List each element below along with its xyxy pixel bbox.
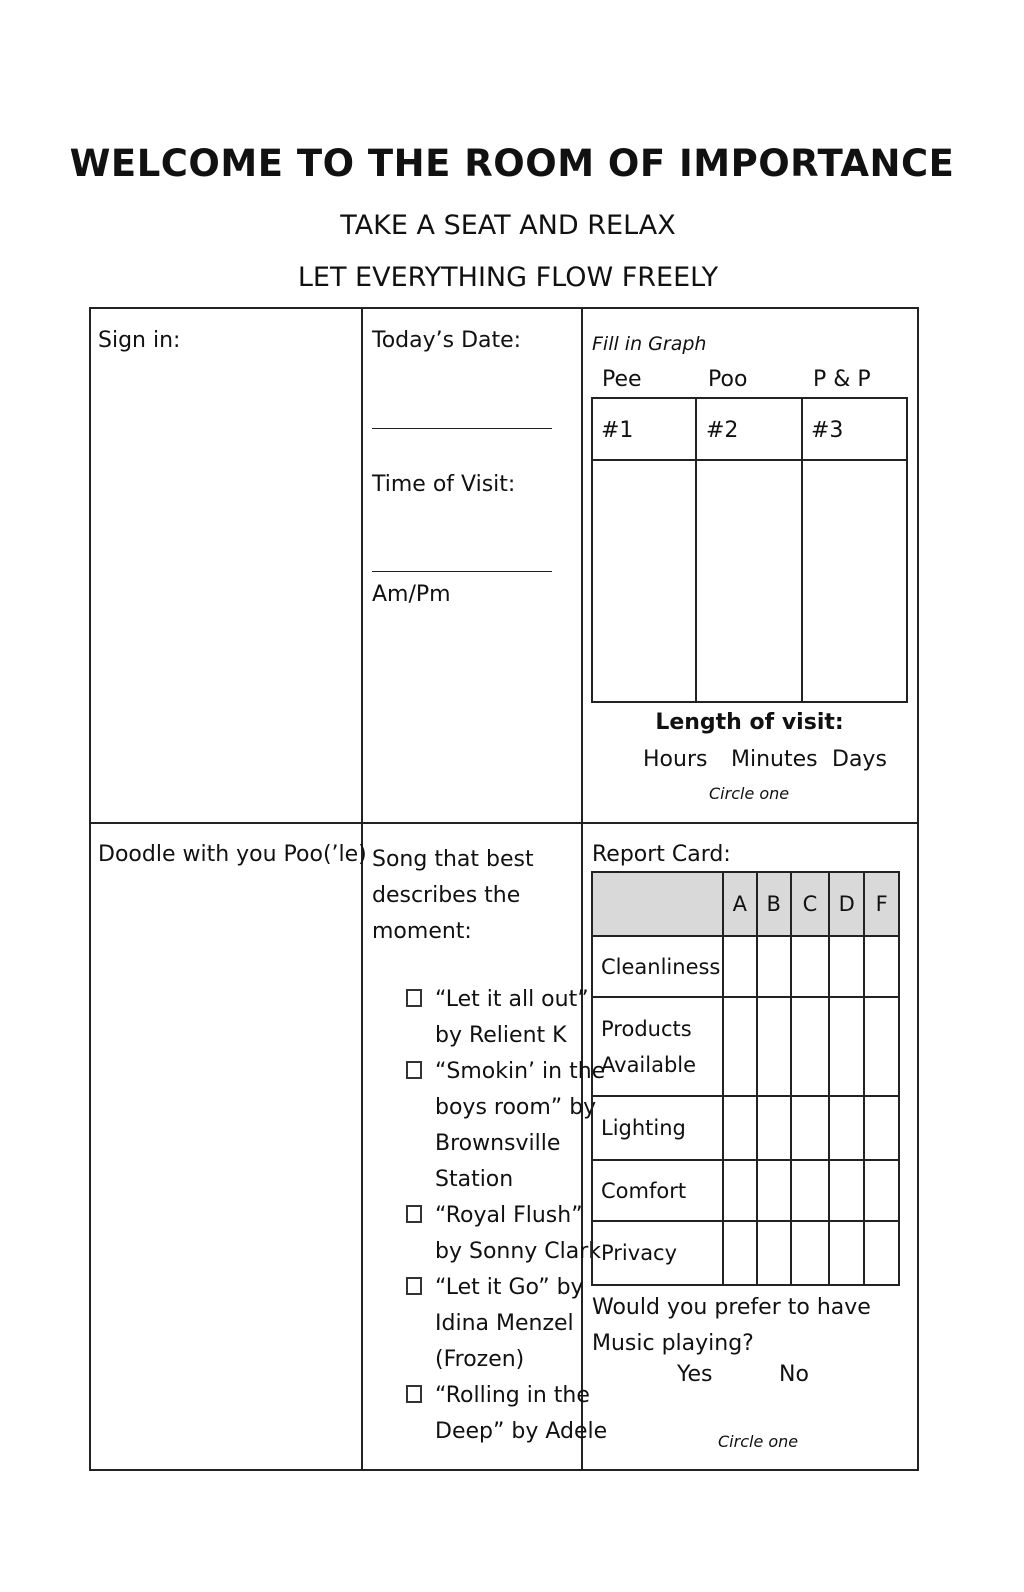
table-row	[592, 1096, 899, 1160]
sign-in-area[interactable]	[95, 365, 357, 815]
song-line: “Let it all out”	[435, 987, 589, 1012]
graph-column-pee[interactable]	[594, 462, 694, 700]
criterion-line: Available	[601, 1052, 697, 1077]
date-blank-line[interactable]	[372, 428, 552, 429]
grade-cell[interactable]	[791, 1096, 830, 1160]
grade-a: A	[723, 872, 757, 936]
song-option-1	[435, 982, 589, 1054]
song-line: by Relient K	[435, 1023, 567, 1048]
time-blank-line[interactable]	[372, 571, 552, 572]
grade-c: C	[791, 872, 830, 936]
table-row	[592, 1160, 899, 1221]
grade-cell[interactable]	[723, 1221, 757, 1285]
song-checkbox-2[interactable]	[406, 1061, 422, 1079]
am-pm-label: Am/Pm	[372, 582, 451, 607]
song-line: “Smokin’ in the	[435, 1059, 606, 1084]
grade-cell[interactable]	[757, 1096, 791, 1160]
song-line: Deep” by Adele	[435, 1419, 608, 1444]
grade-cell[interactable]	[829, 1160, 864, 1221]
graph-divider-1	[695, 397, 697, 703]
song-line: by Sonny Clark	[435, 1239, 602, 1264]
graph-header-divider	[591, 459, 908, 461]
todays-date-label: Today’s Date:	[372, 328, 522, 353]
grade-cell[interactable]	[791, 1160, 830, 1221]
doodle-label: Doodle with you Poo(’le)	[98, 842, 367, 867]
grade-cell[interactable]	[829, 936, 864, 997]
grade-cell[interactable]	[757, 936, 791, 997]
song-prompt	[372, 842, 534, 950]
sign-in-label: Sign in:	[98, 328, 181, 353]
music-question	[592, 1290, 871, 1362]
grade-cell[interactable]	[791, 1221, 830, 1285]
music-option-no[interactable]: No	[779, 1362, 809, 1387]
length-of-visit-label: Length of visit:	[655, 710, 844, 735]
grade-cell[interactable]	[723, 997, 757, 1096]
song-option-4	[435, 1270, 584, 1378]
time-of-visit-label: Time of Visit:	[372, 472, 516, 497]
grade-cell[interactable]	[757, 1160, 791, 1221]
grade-cell[interactable]	[864, 936, 899, 997]
grade-cell[interactable]	[864, 1160, 899, 1221]
length-option-days[interactable]: Days	[832, 747, 887, 772]
song-line: boys room” by	[435, 1095, 597, 1120]
report-card-corner	[592, 872, 723, 936]
grade-cell[interactable]	[723, 1160, 757, 1221]
song-line: “Royal Flush”	[435, 1203, 583, 1228]
criterion-comfort: Comfort	[592, 1160, 723, 1221]
grade-f: F	[864, 872, 899, 936]
grade-cell[interactable]	[757, 1221, 791, 1285]
grade-cell[interactable]	[791, 936, 830, 997]
column-divider-1	[361, 307, 363, 1471]
grade-cell[interactable]	[757, 997, 791, 1096]
music-question-line: Music playing?	[592, 1331, 754, 1356]
grade-cell[interactable]	[829, 1221, 864, 1285]
music-question-line: Would you prefer to have	[592, 1295, 871, 1320]
report-card-table	[591, 871, 900, 1286]
graph-number-1: #1	[601, 418, 634, 443]
grade-cell[interactable]	[829, 1096, 864, 1160]
song-line: “Let it Go” by	[435, 1275, 584, 1300]
song-prompt-line: moment:	[372, 919, 472, 944]
page-title: WELCOME TO THE ROOM OF IMPORTANCE	[69, 142, 955, 185]
report-card-label: Report Card:	[592, 842, 731, 867]
doodle-area[interactable]	[95, 880, 357, 1465]
song-option-5	[435, 1378, 607, 1450]
criterion-line: Products	[601, 1016, 692, 1041]
subtitle-flow: LET EVERYTHING FLOW FREELY	[297, 262, 719, 293]
graph-header-pee: Pee	[602, 367, 642, 392]
circle-one-note-music: Circle one	[718, 1432, 799, 1451]
graph-header-poo: Poo	[708, 367, 748, 392]
song-line: “Rolling in the	[435, 1383, 590, 1408]
report-card-header-row	[592, 872, 899, 936]
song-line: Station	[435, 1167, 514, 1192]
grade-d: D	[829, 872, 864, 936]
table-row	[592, 997, 899, 1096]
grade-cell[interactable]	[723, 936, 757, 997]
song-checkbox-3[interactable]	[406, 1205, 422, 1223]
grade-b: B	[757, 872, 791, 936]
song-prompt-line: describes the	[372, 883, 521, 908]
grade-cell[interactable]	[864, 1096, 899, 1160]
circle-one-note: Circle one	[709, 784, 790, 803]
length-option-hours[interactable]: Hours	[643, 747, 708, 772]
graph-column-poo[interactable]	[698, 462, 800, 700]
music-option-yes[interactable]: Yes	[677, 1362, 713, 1387]
song-line: (Frozen)	[435, 1347, 525, 1372]
song-option-2	[435, 1054, 605, 1198]
grade-cell[interactable]	[864, 997, 899, 1096]
criterion-privacy: Privacy	[592, 1221, 723, 1285]
song-checkbox-1[interactable]	[406, 989, 422, 1007]
graph-number-2: #2	[706, 418, 739, 443]
subtitle-seat: TAKE A SEAT AND RELAX	[340, 210, 676, 241]
grade-cell[interactable]	[723, 1096, 757, 1160]
song-checkbox-5[interactable]	[406, 1385, 422, 1403]
song-line: Brownsville	[435, 1131, 561, 1156]
song-option-3	[435, 1198, 601, 1270]
length-option-minutes[interactable]: Minutes	[731, 747, 818, 772]
criterion-lighting: Lighting	[592, 1096, 723, 1160]
song-line: Idina Menzel	[435, 1311, 574, 1336]
fill-in-graph-label: Fill in Graph	[592, 333, 707, 355]
table-row	[592, 936, 899, 997]
song-prompt-line: Song that best	[372, 847, 534, 872]
table-row	[592, 1221, 899, 1285]
graph-header-p-and-p: P & P	[813, 367, 871, 392]
criterion-cleanliness: Cleanliness	[592, 936, 723, 997]
song-checkbox-4[interactable]	[406, 1277, 422, 1295]
criterion-products-available	[592, 997, 723, 1096]
graph-number-3: #3	[811, 418, 844, 443]
graph-column-p-and-p[interactable]	[804, 462, 906, 700]
grade-cell[interactable]	[864, 1221, 899, 1285]
graph-divider-2	[801, 397, 803, 703]
row-divider	[89, 822, 919, 824]
grade-cell[interactable]	[791, 997, 830, 1096]
grade-cell[interactable]	[829, 997, 864, 1096]
